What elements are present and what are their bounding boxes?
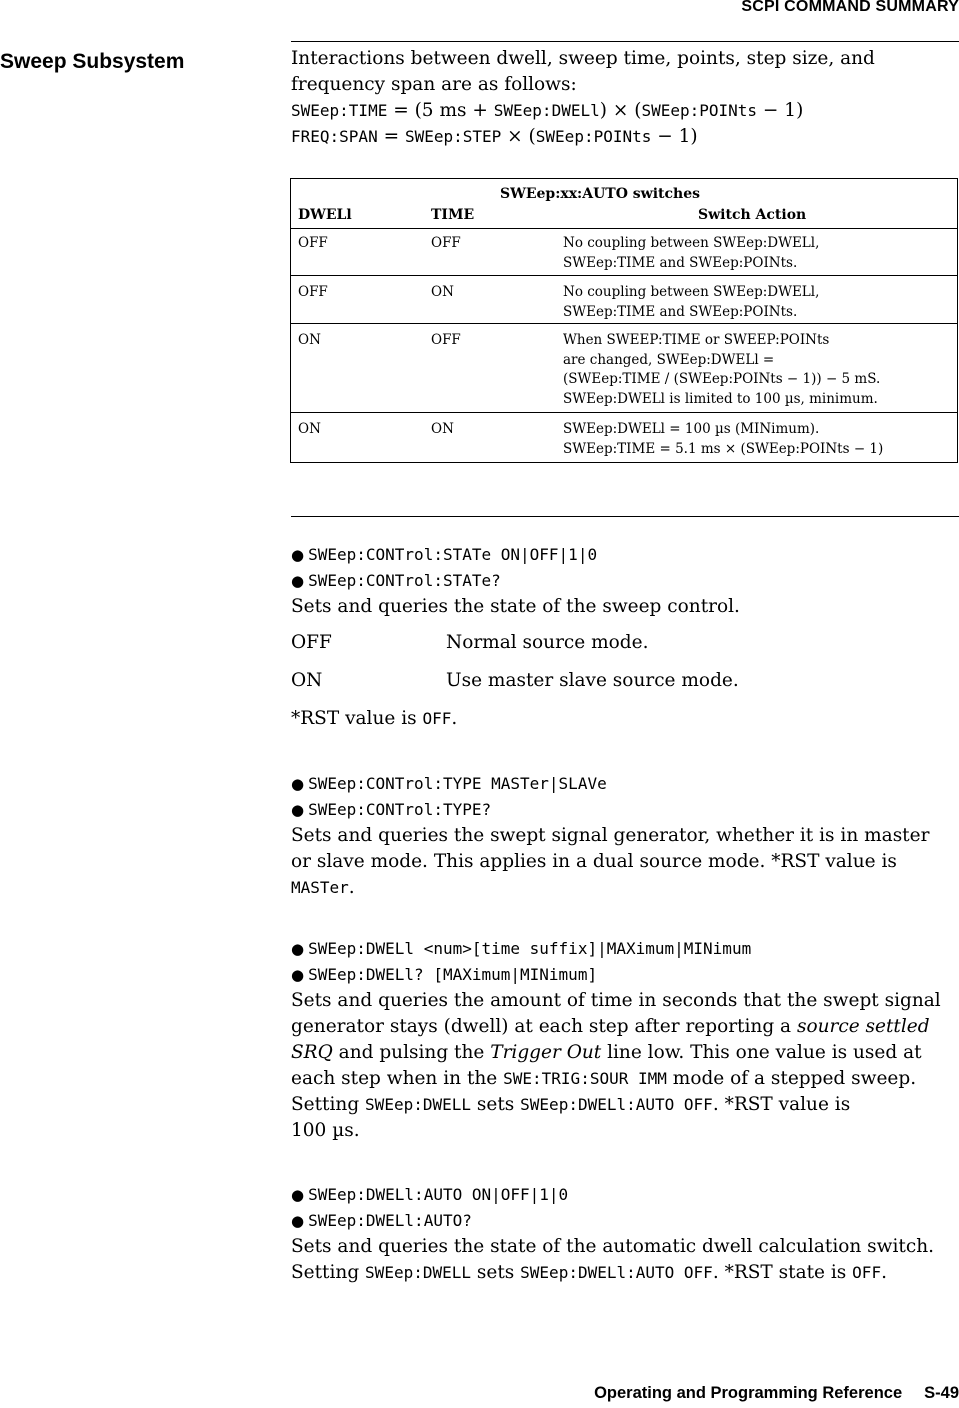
command-syntax: ● SWEep:DWELl:AUTO ON|OFF|1|0 (291, 1185, 569, 1204)
table-cell-time: ON (431, 284, 454, 300)
table-cell-action: SWEep:DWELl = 100 µs (MINimum). SWEep:TIME = 5.1 ms × (SWEep:POINts − 1) (563, 421, 884, 457)
table-cell-time: OFF (431, 235, 461, 251)
formula-sweep-time: SWEep:TIME = (5 ms + SWEep:DWELl) × (SWEep:POINts − 1) (291, 100, 804, 121)
command-syntax: ● SWEep:DWELl <num>[time suffix]|MAXimum|MINimum (291, 939, 752, 958)
table-cell-dwell: OFF (298, 284, 328, 300)
command-syntax: ● SWEep:CONTrol:TYPE? (291, 800, 492, 819)
command-description: SRQ and pulsing the Trigger Out line low. This one value is used at (291, 1042, 922, 1063)
footer-title: Operating and Programming Reference (594, 1384, 903, 1402)
command-syntax: ● SWEep:DWELl? [MAXimum|MINimum] (291, 965, 598, 984)
command-block-state (291, 542, 740, 620)
table-divider (291, 275, 958, 276)
running-header: SCPI COMMAND SUMMARY (741, 0, 959, 15)
definition-off: OFF Normal source mode. (291, 632, 649, 653)
command-syntax: ● SWEep:CONTrol:TYPE MASTer|SLAVe (291, 774, 607, 793)
command-block-type (291, 771, 929, 901)
table-divider (291, 323, 958, 324)
page-footer (594, 1384, 959, 1408)
table-divider (291, 228, 958, 229)
section-rule (291, 516, 959, 517)
table-header-dwell: DWELl (298, 207, 352, 223)
command-description: Sets and queries the swept signal generator, whether it is in master (291, 825, 930, 846)
intro-line: Interactions between dwell, sweep time, points, step size, and (291, 48, 875, 69)
command-description: MASTer. (291, 877, 355, 898)
command-description: Sets and queries the state of the sweep control. (291, 596, 740, 617)
table-header-action: Switch Action (698, 207, 807, 223)
intro-paragraph (291, 46, 959, 150)
definition-on: ON Use master slave source mode. (291, 670, 739, 691)
section-title: Sweep Subsystem (0, 50, 185, 73)
table-cell-dwell: ON (298, 421, 321, 437)
table-cell-action: When SWEEP:TIME or SWEEP:POINts are changed, SWEep:DWELl = (SWEep:TIME / (SWEep:POINts − 1)) − 5 mS. SWEep:DWELl is limited to 100 µs, minimum. (563, 332, 881, 407)
formula-freq-span: FREQ:SPAN = SWEep:STEP × (SWEep:POINts − 1) (291, 126, 698, 147)
table-cell-time: ON (431, 421, 454, 437)
command-description: each step when in the SWE:TRIG:SOUR IMM mode of a stepped sweep. (291, 1068, 917, 1089)
page-number: S-49 (924, 1384, 959, 1402)
command-description: Sets and queries the state of the automatic dwell calculation switch. (291, 1236, 935, 1257)
command-syntax: ● SWEep:DWELl:AUTO? (291, 1211, 472, 1230)
command-syntax: ● SWEep:CONTrol:STATe ON|OFF|1|0 (291, 545, 598, 564)
table-header-time: TIME (431, 207, 475, 223)
rst-value: *RST value is OFF. (291, 708, 458, 729)
command-block-dwell-auto (291, 1182, 934, 1286)
table-cell-dwell: ON (298, 332, 321, 348)
table-cell-dwell: OFF (298, 235, 328, 251)
table-divider (291, 412, 958, 413)
command-description: Sets and queries the amount of time in seconds that the swept signal (291, 990, 941, 1011)
command-description: generator stays (dwell) at each step after reporting a source settled (291, 1016, 930, 1037)
command-syntax: ● SWEep:CONTrol:STATe? (291, 571, 501, 590)
table-cell-action: No coupling between SWEep:DWELl, SWEep:TIME and SWEep:POINts. (563, 284, 820, 320)
command-description: 100 µs. (291, 1120, 360, 1141)
command-description: Setting SWEep:DWELL sets SWEep:DWELl:AUTO OFF. *RST state is OFF. (291, 1262, 887, 1283)
table-cell-action: No coupling between SWEep:DWELl, SWEep:TIME and SWEep:POINts. (563, 235, 820, 271)
table-cell-time: OFF (431, 332, 461, 348)
top-rule (291, 41, 959, 42)
command-description: or slave mode. This applies in a dual source mode. *RST value is (291, 851, 897, 872)
command-description: Setting SWEep:DWELL sets SWEep:DWELl:AUTO OFF. *RST value is (291, 1094, 851, 1115)
intro-line: frequency span are as follows: (291, 74, 577, 95)
command-block-dwell (291, 936, 941, 1144)
table-caption: SWEep:xx:AUTO switches (500, 186, 700, 202)
